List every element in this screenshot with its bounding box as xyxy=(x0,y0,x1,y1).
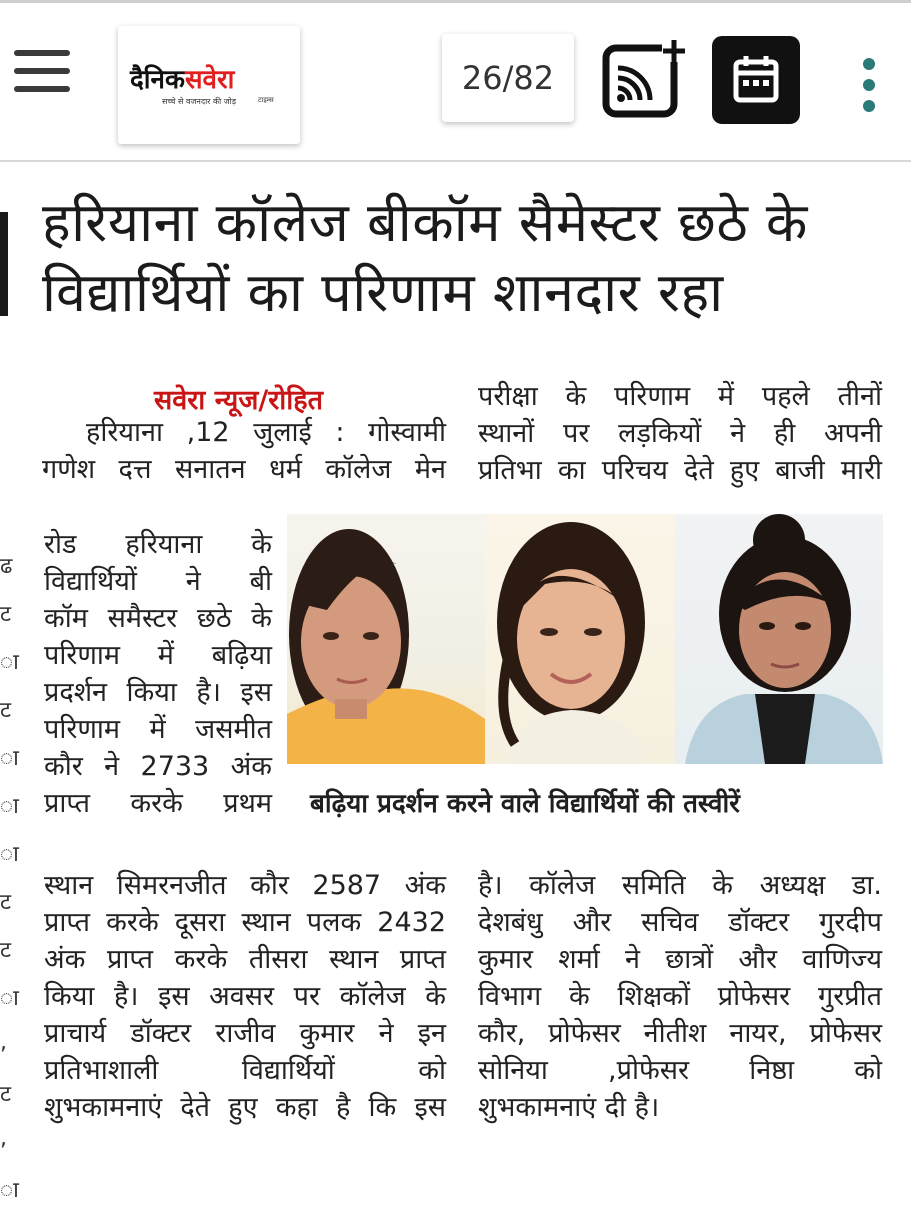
logo-text xyxy=(130,60,234,96)
newspaper-logo[interactable] xyxy=(118,26,300,144)
feed-add-icon xyxy=(602,38,686,118)
student-photo[interactable] xyxy=(675,514,883,764)
text-line: परीक्षा के परिणाम में पहले तीनों xyxy=(478,381,882,412)
edge-glyph: ट xyxy=(0,938,12,963)
text-line: विद्यार्थियों ने बी xyxy=(44,566,272,597)
text-line: कुमार शर्मा ने छात्रों और वाणिज्य xyxy=(478,944,882,975)
text-line: प्रतिभाशाली विद्यार्थियों को xyxy=(44,1055,446,1086)
edge-glyph: , xyxy=(0,1030,7,1055)
text-line: शुभकामनाएं देते हुए कहा है कि इस xyxy=(44,1092,446,1123)
feed-add-button[interactable] xyxy=(602,38,686,118)
text-line: देशबंधु और सचिव डॉक्टर गुरदीप xyxy=(478,907,882,938)
text-line: विभाग के शिक्षकों प्रोफेसर गुरप्रीत xyxy=(478,981,882,1012)
text-line: अंक प्राप्त करके तीसरा स्थान प्राप्त xyxy=(44,944,446,975)
text-line: किया है। इस अवसर पर कॉलेज के xyxy=(44,981,446,1012)
menu-icon-line xyxy=(14,86,70,92)
text-line: स्थान सिमरनजीत कौर 2587 अंक xyxy=(44,870,446,901)
student-photos[interactable] xyxy=(287,514,883,764)
more-vertical-icon xyxy=(863,58,875,70)
text-line: कौर, प्रोफेसर नीतीश नायर, प्रोफेसर xyxy=(478,1018,882,1049)
text-line: कॉम समैस्टर छठे के xyxy=(44,603,272,634)
text-line: सोनिया ,प्रोफेसर निष्ठा को xyxy=(478,1055,882,1086)
headline-line: विद्यार्थियों का परिणाम शानदार रहा xyxy=(42,261,724,324)
logo-tagline-side: टाइम्स xyxy=(258,96,274,104)
more-vertical-icon-dot xyxy=(863,100,875,112)
column-marker xyxy=(0,212,8,316)
text-line: शुभकामनाएं दी है। xyxy=(478,1092,660,1123)
edge-glyph: ट xyxy=(0,698,12,723)
article-column-right-top xyxy=(478,378,882,489)
calendar-icon xyxy=(712,36,800,124)
logo-tagline: सच्चे से वजनदार की जोड़ xyxy=(162,97,237,106)
student-photo[interactable] xyxy=(287,514,485,764)
article-column-left-bottom xyxy=(44,867,446,1126)
text-line: प्रतिभा का परिचय देते हुए बाजी मारी xyxy=(478,455,882,486)
article-byline: सवेरा न्यूज/रोहित xyxy=(154,385,323,416)
edge-glyph: ा xyxy=(0,746,19,771)
text-line: रोड हरियाना के xyxy=(44,529,272,560)
more-options-button[interactable] xyxy=(858,58,880,118)
article-headline xyxy=(42,188,902,328)
edge-glyph: ा xyxy=(0,650,19,675)
text-line: स्थानों पर लड़कियों ने ही अपनी xyxy=(478,418,882,449)
headline-line: हरियाना कॉलेज बीकॉम सैमेस्टर छठे के xyxy=(42,191,808,254)
menu-button[interactable] xyxy=(14,50,70,94)
menu-icon-line xyxy=(14,68,70,74)
status-divider xyxy=(0,0,911,3)
edge-glyph: ा xyxy=(0,794,19,819)
text-line: परिणाम में बढ़िया xyxy=(44,640,272,671)
edge-glyph: ढ xyxy=(0,554,13,579)
edge-glyph: , xyxy=(0,1126,7,1151)
article-column-left-mid xyxy=(44,526,272,822)
text-line: हरियाना ,12 जुलाई : गोस्वामी xyxy=(86,417,446,448)
edge-glyph: ट xyxy=(0,1082,12,1107)
adjacent-column-edge xyxy=(0,550,19,1222)
text-line: परिणाम में जसमीत xyxy=(44,714,272,745)
photo-caption: बढ़िया प्रदर्शन करने वाले विद्यार्थियों की तस्वीरें xyxy=(310,789,740,819)
text-line: है। कॉलेज समिति के अध्यक्ष डा. xyxy=(478,870,882,901)
text-line: प्रदर्शन किया है। इस xyxy=(44,677,272,708)
more-vertical-icon-dot xyxy=(863,79,875,91)
article-column-right-bottom xyxy=(478,867,882,1126)
logo-text-part2: सवेरा xyxy=(184,65,235,95)
calendar-button[interactable] xyxy=(712,36,800,124)
edge-glyph: ट xyxy=(0,890,12,915)
page-indicator[interactable]: 26/82 xyxy=(442,34,574,122)
portrait-image xyxy=(675,514,883,764)
text-line: कौर ने 2733 अंक xyxy=(44,751,272,782)
edge-glyph: ा xyxy=(0,842,19,867)
text-line: प्राप्त करके दूसरा स्थान पलक 2432 xyxy=(44,907,446,938)
menu-icon xyxy=(14,50,70,56)
text-line: प्राप्त करके प्रथम xyxy=(44,788,272,819)
logo-text-part1: दैनिक xyxy=(130,65,185,95)
portrait-image xyxy=(287,514,485,764)
student-photo[interactable] xyxy=(485,514,675,764)
edge-glyph: ा xyxy=(0,1178,19,1203)
edge-glyph: ा xyxy=(0,986,19,1011)
text-line: गणेश दत्त सनातन धर्म कॉलेज मेन xyxy=(42,454,446,485)
text-line: प्राचार्य डॉक्टर राजीव कुमार ने इन xyxy=(44,1018,446,1049)
article-column-left-top xyxy=(42,414,446,488)
portrait-image xyxy=(485,514,675,764)
edge-glyph: ट xyxy=(0,602,12,627)
app-bar xyxy=(0,0,911,162)
